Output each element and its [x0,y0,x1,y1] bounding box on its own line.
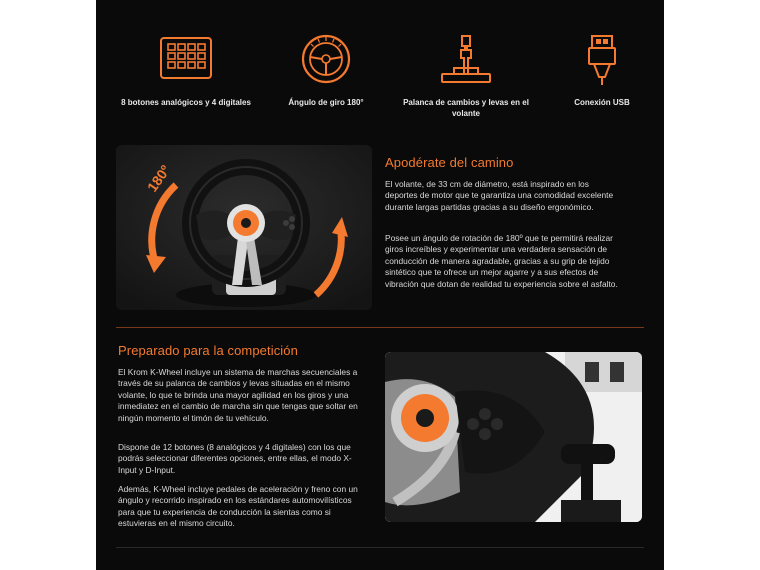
bottom-divider [116,547,644,548]
section-divider [116,327,644,328]
feature-gear [396,0,536,118]
gear-lever-icon [438,32,494,88]
section2-paragraph: El Krom K-Wheel incluye un sistema de marchas secuenciales a través de su palanca de cambios y levas situadas en el mismo volante, lo que te brinda una mayor agilidad en los giros y una inmediatez en el cambio de marcha sin que tengas que soltar en ningún momento el timón de tu vehículo. [118,367,358,423]
rotation-degree-label: 180º [143,162,174,195]
feature-label: Conexión USB [574,98,630,107]
section1-paragraph: El volante, de 33 cm de diámetro, está inspirado en los deportes de motor que te garantiza una comodidad excelente durante largas partidas gracias a su diseño ergonómico. [385,179,614,212]
section1-title: Apodérate del camino [385,155,514,170]
product-panel [96,0,664,570]
buttons-grid-icon [159,36,213,80]
section2-paragraph: Además, K-Wheel incluye pedales de aceleración y freno con un ángulo y recorrido inspirado en los estándares automovilísticos para que tu experiencia de conducción la sientas como si estuvieras en el mismo circuito. [118,484,358,529]
feature-usb [532,0,664,107]
wheel-closeup-image [385,352,642,522]
feature-row [96,0,664,125]
wheel-closeup-photo [385,352,642,522]
feature-label: Palanca de cambios y levas en el volante [403,98,529,118]
usb-plug-icon [582,33,622,87]
wheel-image [116,145,372,310]
section2-paragraph: Dispone de 12 botones (8 analógicos y 4 digitales) con los que podrás seleccionar diferentes opciones, entre ellas, el modo X-Input y D-Input. [118,442,352,475]
wheel-rotation-photo [116,145,372,310]
feature-label: 8 botones analógicos y 4 digitales [121,98,251,107]
feature-buttons [116,0,256,107]
steering-wheel-icon [300,33,352,85]
feature-rotation [256,0,396,107]
section1-paragraph: Posee un ángulo de rotación de 180º que te permitirá realizar giros increíbles y experimentar una verdadera sensación de conducción de manera agradable, gracias a su grip de tejido sintético que te ofrece un mejor agarre y a sus efectos de vibración que dotan de realidad tu experiencia sobre el asfalto. [385,233,618,289]
section2-title: Preparado para la competición [118,343,298,358]
feature-label: Ángulo de giro 180° [288,98,364,107]
